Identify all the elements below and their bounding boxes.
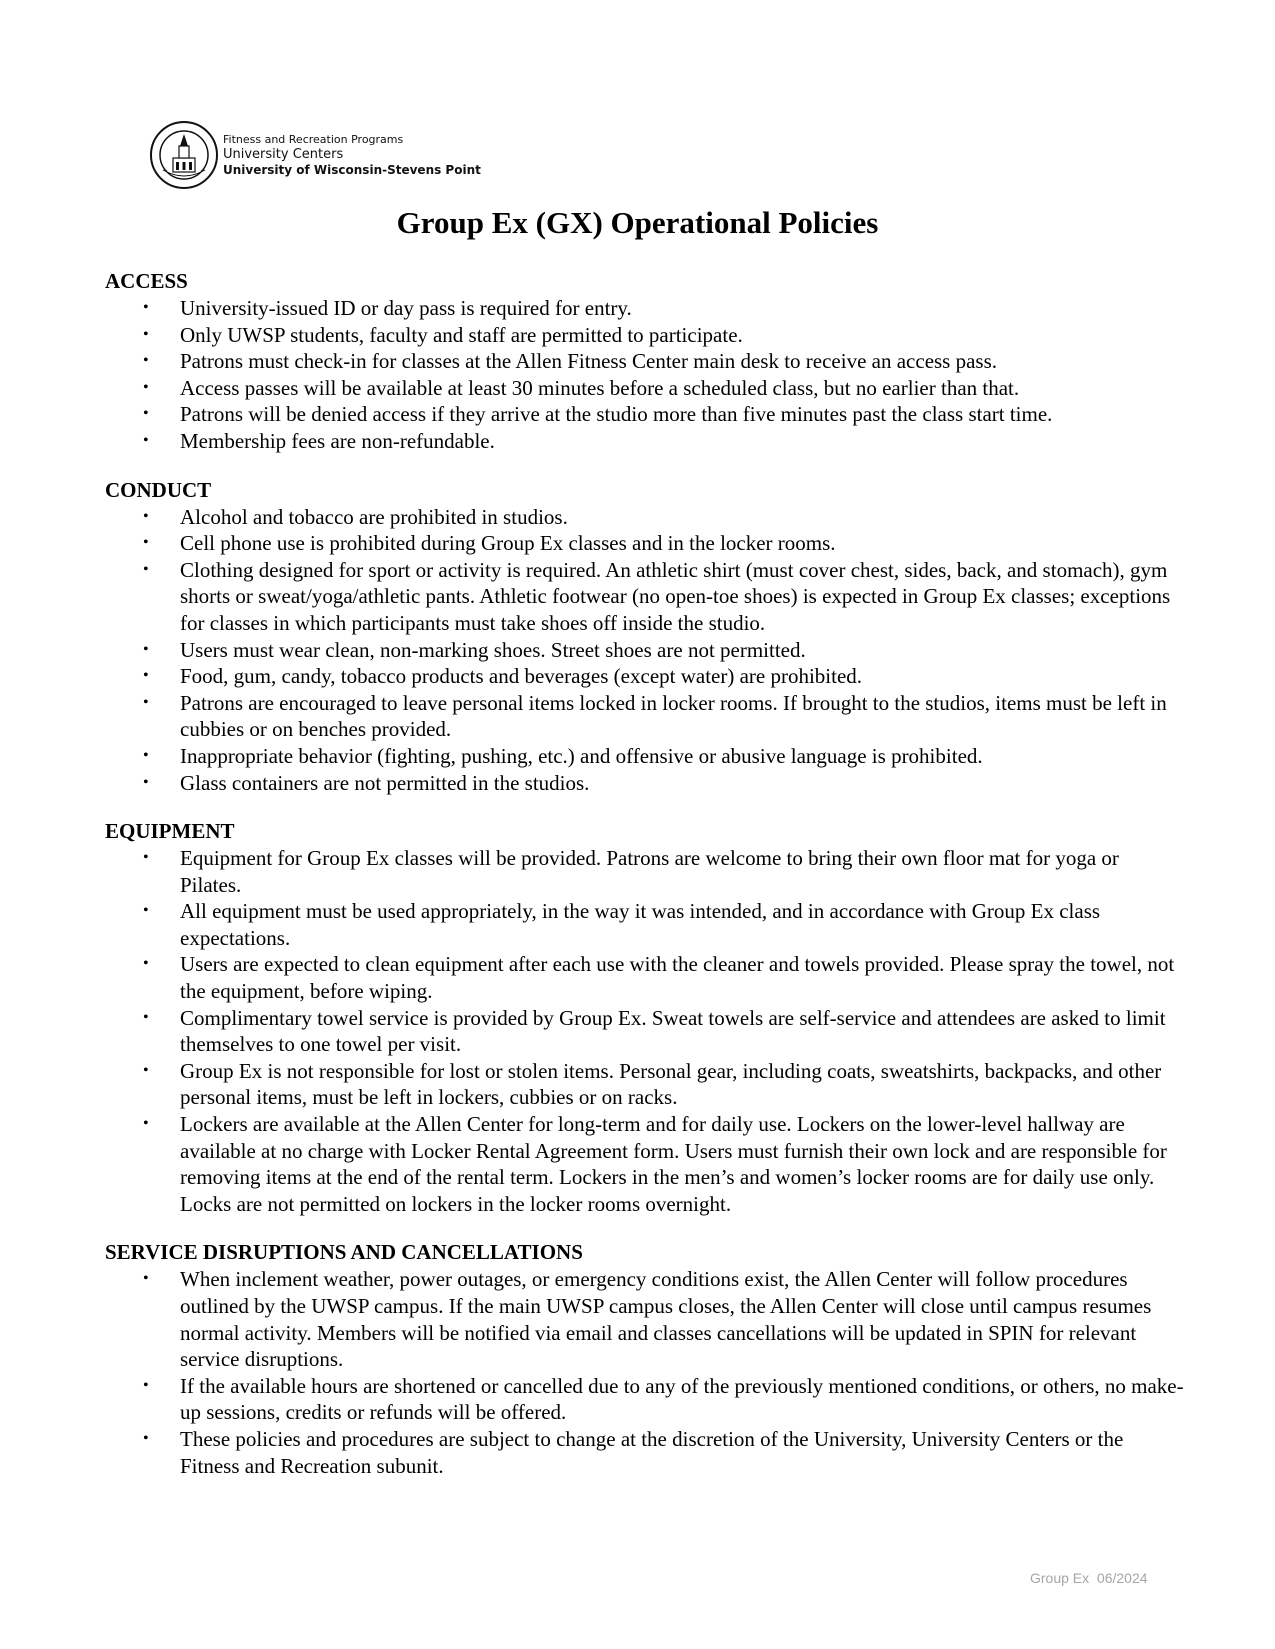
list-item: • If the available hours are shortened or cancelled due to any of the previously mentioned conditions, or others, no make-up sessions, credits or refunds will be offered.: [143, 1373, 1184, 1425]
logo-line-centers: University Centers: [223, 147, 344, 162]
bullet-list: [105, 295, 1185, 455]
list-item: • Access passes will be available at least 30 minutes before a scheduled class, but no earlier than that.: [143, 375, 1020, 400]
policy-content: [105, 268, 1185, 1501]
list-item: • Group Ex is not responsible for lost or stolen items. Personal gear, including coats, sweatshirts, backpacks, and other personal items, must be left in lockers, cubbies or on racks.: [143, 1058, 1162, 1110]
section-conduct: [105, 477, 1185, 797]
list-item: • Membership fees are non-refundable.: [143, 428, 495, 453]
list-item: • Glass containers are not permitted in the studios.: [143, 770, 590, 795]
list-item: • Patrons must check-in for classes at the Allen Fitness Center main desk to receive an access pass.: [143, 349, 998, 374]
logo-line-university: University of Wisconsin-Stevens Point: [223, 163, 481, 177]
list-item: • Alcohol and tobacco are prohibited in studios.: [143, 504, 568, 529]
list-item: • Patrons will be denied access if they arrive at the studio more than five minutes past the class start time.: [143, 402, 1053, 427]
list-item: • These policies and procedures are subject to change at the discretion of the University, University Centers or the Fitness and Recreation subunit.: [143, 1426, 1124, 1478]
list-item: • Only UWSP students, faculty and staff are permitted to participate.: [143, 322, 743, 347]
section-heading: SERVICE DISRUPTIONS AND CANCELLATIONS: [105, 1240, 583, 1265]
section-service-disruptions: [105, 1239, 1185, 1479]
page-footer: Group Ex 06/2024: [1030, 1570, 1148, 1586]
bullet-list: [105, 845, 1185, 1217]
list-item: • Patrons are encouraged to leave personal items locked in locker rooms. If brought to the studios, items must be left in cubbies or on benches provided.: [143, 690, 1167, 742]
list-item: • All equipment must be used appropriately, in the way it was intended, and in accordance with Group Ex class expectations.: [143, 899, 1101, 950]
list-item: • Equipment for Group Ex classes will be provided. Patrons are welcome to bring their own floor mat for yoga or Pilates.: [143, 846, 1119, 897]
list-item: • Complimentary towel service is provided by Group Ex. Sweat towels are self-service and attendees are asked to limit themselves to one towel per visit.: [143, 1005, 1166, 1057]
list-item: • University-issued ID or day pass is required for entry.: [143, 296, 632, 320]
list-item: • Cell phone use is prohibited during Group Ex classes and in the locker rooms.: [143, 531, 836, 556]
list-item: • Users are expected to clean equipment after each use with the cleaner and towels provided. Please spray the towel, not the equipment, before wiping.: [143, 952, 1175, 1004]
bullet-list: [105, 504, 1185, 797]
section-equipment: [105, 818, 1185, 1217]
list-item: • Lockers are available at the Allen Center for long-term and for daily use. Lockers on the lower-level hallway are available at no charge with Locker Rental Agreement form. Users must furnish their own lock and are responsible for removing items at the end of the rental term. Lockers in the men’s and women’s locker rooms are for daily use only. Locks are not permitted on lockers in the locker rooms overnight.: [143, 1112, 1167, 1216]
bullet-list: [105, 1266, 1185, 1479]
list-item: • Food, gum, candy, tobacco products and beverages (except water) are prohibited.: [143, 664, 863, 689]
section-access: [105, 268, 1185, 455]
section-heading: CONDUCT: [105, 477, 212, 502]
list-item: • When inclement weather, power outages, or emergency conditions exist, the Allen Center will follow procedures outlined by the UWSP campus. If the main UWSP campus closes, the Allen Center will close until campus resumes normal activity. Members will be notified via email and classes cancellations will be updated in SPIN for relevant service disruptions.: [143, 1267, 1152, 1372]
university-seal-icon: [149, 120, 219, 190]
organization-logo: [149, 120, 489, 190]
list-item: • Users must wear clean, non-marking shoes. Street shoes are not permitted.: [143, 637, 806, 662]
section-heading: ACCESS: [105, 269, 188, 293]
page-title: Group Ex (GX) Operational Policies: [396, 205, 879, 240]
list-item: • Inappropriate behavior (fighting, pushing, etc.) and offensive or abusive language is prohibited.: [143, 743, 983, 768]
list-item: • Clothing designed for sport or activity is required. An athletic shirt (must cover chest, sides, back, and stomach), gym shorts or sweat/yoga/athletic pants. Athletic footwear (no open-toe shoes) is expected in Group Ex classes; exceptions for classes in which participants must take shoes off inside the studio.: [143, 557, 1171, 635]
logo-line-programs: Fitness and Recreation Programs: [223, 133, 404, 146]
section-heading: EQUIPMENT: [105, 819, 235, 844]
